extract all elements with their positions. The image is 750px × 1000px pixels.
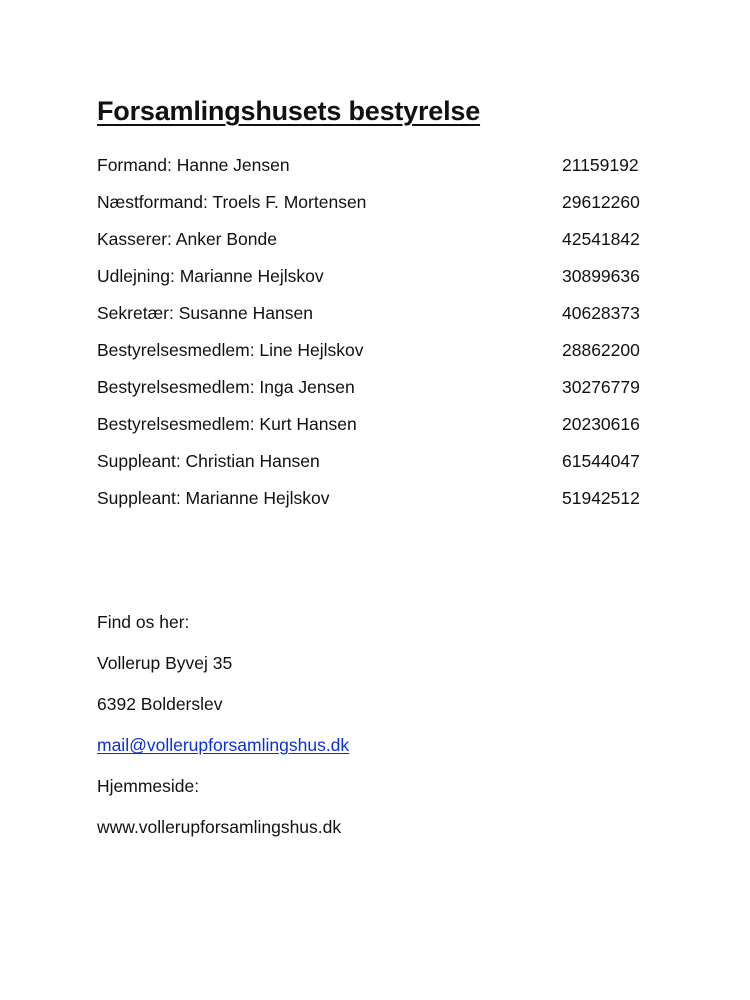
board-member-name: Kasserer: Anker Bonde <box>97 229 277 249</box>
board-member-row <box>97 302 657 339</box>
address-street: Vollerup Byvej 35 <box>97 653 233 673</box>
board-member-phone: 29612260 <box>562 192 640 212</box>
address-postal-city: 6392 Bolderslev <box>97 694 223 714</box>
find-us-label: Find os her: <box>97 612 190 632</box>
board-member-phone: 42541842 <box>562 229 640 249</box>
website-address: www.vollerupforsamlingshus.dk <box>97 817 342 837</box>
contact-section <box>97 611 597 857</box>
board-member-name: Bestyrelsesmedlem: Inga Jensen <box>97 377 355 397</box>
board-member-row <box>97 413 657 450</box>
board-member-row <box>97 487 657 524</box>
board-member-row <box>97 191 657 228</box>
board-member-phone: 61544047 <box>562 451 640 471</box>
board-member-phone: 40628373 <box>562 303 640 323</box>
board-member-name: Sekretær: Susanne Hansen <box>97 303 313 323</box>
board-member-phone: 21159192 <box>562 155 639 175</box>
website-label: Hjemmeside: <box>97 776 200 796</box>
email-line <box>97 734 597 775</box>
board-member-name: Næstformand: Troels F. Mortensen <box>97 192 367 212</box>
board-member-name: Suppleant: Christian Hansen <box>97 451 320 471</box>
board-member-phone: 51942512 <box>562 488 640 508</box>
board-member-name: Suppleant: Marianne Hejlskov <box>97 488 330 508</box>
board-member-row <box>97 265 657 302</box>
board-member-row <box>97 376 657 413</box>
board-member-list <box>97 154 657 524</box>
board-member-row <box>97 339 657 376</box>
page-title: Forsamlingshusets bestyrelse <box>97 96 481 126</box>
board-member-name: Bestyrelsesmedlem: Kurt Hansen <box>97 414 357 434</box>
board-member-phone: 30899636 <box>562 266 640 286</box>
board-member-name: Bestyrelsesmedlem: Line Hejlskov <box>97 340 364 360</box>
board-member-row <box>97 154 657 191</box>
board-member-name: Udlejning: Marianne Hejlskov <box>97 266 324 286</box>
board-member-name: Formand: Hanne Jensen <box>97 155 290 175</box>
board-member-row <box>97 228 657 265</box>
board-member-phone: 30276779 <box>562 377 640 397</box>
board-member-phone: 20230616 <box>562 414 640 434</box>
board-member-row <box>97 450 657 487</box>
email-link[interactable]: mail@vollerupforsamlingshus.dk <box>97 735 350 755</box>
board-member-phone: 28862200 <box>562 340 640 360</box>
